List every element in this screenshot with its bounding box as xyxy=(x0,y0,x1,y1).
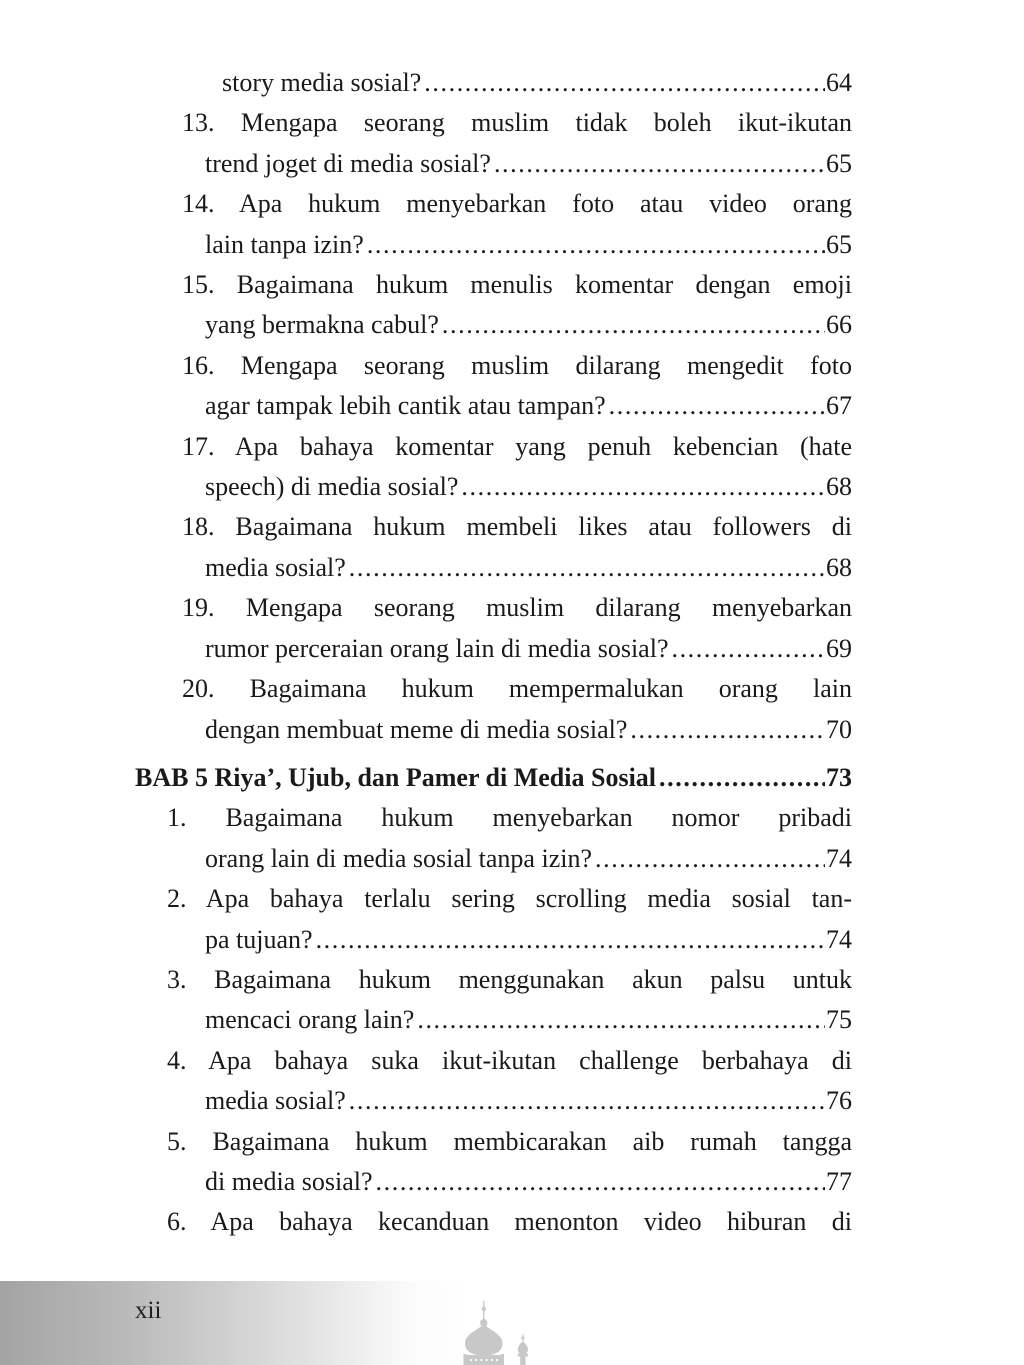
toc-entry-page: 68 xyxy=(826,552,852,582)
toc-entry xyxy=(135,1041,852,1122)
toc-entry-page: 69 xyxy=(826,633,852,663)
toc-entry xyxy=(135,427,852,508)
toc-entry-number: 15. xyxy=(182,270,215,300)
dot-leader xyxy=(349,548,825,588)
toc-entry-number: 4. xyxy=(167,1045,187,1075)
dot-leader xyxy=(367,225,825,265)
toc-entry-number: 5. xyxy=(167,1126,187,1156)
toc-entry xyxy=(135,669,852,750)
toc-entry-page: 65 xyxy=(826,229,852,259)
toc-chapter-line xyxy=(135,758,852,798)
toc-entry xyxy=(135,879,852,960)
toc-entry-page: 75 xyxy=(826,1005,852,1035)
toc-entry-number: 3. xyxy=(167,964,187,994)
toc-entry-page: 68 xyxy=(826,472,852,502)
toc-entry-last-line xyxy=(222,63,852,103)
toc-entry-last-line xyxy=(205,386,852,426)
toc-entry-line: 20. Bagaimana hukum mempermalukan orang lain xyxy=(182,674,852,704)
toc-entry xyxy=(135,103,852,184)
toc-entry-text: media sosial? xyxy=(205,552,346,582)
toc-entry xyxy=(135,1122,852,1203)
toc-entry-line: 18. Bagaimana hukum membeli likes atau followers di xyxy=(182,512,852,542)
toc-entry-number: 16. xyxy=(182,350,215,380)
toc-chapter-title: BAB 5 Riya’, Ujub, dan Pamer di Media Sosial xyxy=(135,762,657,792)
toc-entry-page: 74 xyxy=(826,924,852,954)
toc-entry-page: 73 xyxy=(826,762,852,792)
toc-entry-line: 4. Apa bahaya suka ikut-ikutan challenge berbahaya di xyxy=(167,1045,852,1075)
toc-entry xyxy=(135,265,852,346)
toc-entry-text: di media sosial? xyxy=(205,1166,373,1196)
toc-entry-line: 5. Bagaimana hukum membicarakan aib rumah tangga xyxy=(167,1126,852,1156)
toc-entry-line: 1. Bagaimana hukum menyebarkan nomor pribadi xyxy=(167,803,852,833)
toc-entry-last-line xyxy=(205,144,852,184)
toc-entry-last-line xyxy=(205,1081,852,1121)
dot-leader xyxy=(609,386,825,426)
toc-entry xyxy=(135,184,852,265)
toc-chapter-entry xyxy=(135,758,852,798)
toc-entry-page: 77 xyxy=(826,1166,852,1196)
toc-entry-text: dengan membuat meme di media sosial? xyxy=(205,714,628,744)
toc-entry-text: story media sosial? xyxy=(222,68,422,97)
toc-entry-last-line xyxy=(205,1162,852,1202)
toc-entry-text: trend joget di media sosial? xyxy=(205,148,491,178)
toc-entry-number: 20. xyxy=(182,674,215,704)
toc-entry xyxy=(135,346,852,427)
toc-entry-last-line xyxy=(205,920,852,960)
dot-leader xyxy=(461,467,825,507)
dot-leader xyxy=(316,920,825,960)
toc-entry-last-line xyxy=(205,305,852,345)
toc-entry-text: agar tampak lebih cantik atau tampan? xyxy=(205,391,606,421)
toc-entry xyxy=(135,63,852,103)
toc-entry-last-line xyxy=(205,548,852,588)
toc-entry-text: orang lain di media sosial tanpa izin? xyxy=(205,843,592,873)
toc-entry-number: 1. xyxy=(167,803,187,833)
toc-entry-text: pa tujuan? xyxy=(205,924,313,954)
mosque-silhouette-icon xyxy=(452,1296,538,1365)
toc-entry-text: speech) di media sosial? xyxy=(205,472,459,502)
toc-entry-text: lain tanpa izin? xyxy=(205,229,364,259)
toc-entry-text: mencaci orang lain? xyxy=(205,1005,415,1035)
toc-entry-page: 70 xyxy=(826,714,852,744)
toc-entry-number: 19. xyxy=(182,593,215,623)
mosque-shapes xyxy=(464,1301,529,1365)
toc-entry-text: yang bermakna cabul? xyxy=(205,310,439,340)
dot-leader xyxy=(659,758,825,798)
toc-entry-last-line xyxy=(205,1000,852,1040)
toc-entry-line: 16. Mengapa seorang muslim dilarang mengedit foto xyxy=(182,350,852,380)
toc-entry-line: 2. Apa bahaya terlalu sering scrolling media sosial tan- xyxy=(167,884,852,914)
toc-entry xyxy=(135,588,852,669)
toc-entry-line: 19. Mengapa seorang muslim dilarang menyebarkan xyxy=(182,593,852,623)
dot-leader xyxy=(349,1081,825,1121)
dot-leader xyxy=(671,629,825,669)
toc-entry-last-line xyxy=(205,839,852,879)
toc-entry xyxy=(135,798,852,879)
toc-entry-text: rumor perceraian orang lain di media sosial? xyxy=(205,633,669,663)
dot-leader xyxy=(595,839,825,879)
toc-entry-line: 3. Bagaimana hukum menggunakan akun palsu untuk xyxy=(167,964,852,994)
toc-entry-last-line xyxy=(205,710,852,750)
toc-entry-last-line xyxy=(205,629,852,669)
toc-entry-page: 67 xyxy=(826,391,852,421)
toc-entry xyxy=(135,1202,852,1242)
toc-entry xyxy=(135,960,852,1041)
toc-entry-number: 18. xyxy=(182,512,215,542)
toc-entry-number: 17. xyxy=(182,431,215,461)
toc-entry-text: media sosial? xyxy=(205,1086,346,1116)
table-of-contents xyxy=(135,63,852,1243)
toc-entry-page: 64 xyxy=(826,68,852,97)
toc-entry-number: 13. xyxy=(182,108,215,138)
toc-entry-line: 13. Mengapa seorang muslim tidak boleh ikut-ikutan xyxy=(182,108,852,138)
toc-entry-line: 17. Apa bahaya komentar yang penuh kebencian (hate xyxy=(182,431,852,461)
toc-entry-last-line xyxy=(205,225,852,265)
toc-entry-page: 65 xyxy=(826,148,852,178)
toc-entry-number: 6. xyxy=(167,1207,187,1237)
dot-leader xyxy=(424,63,825,103)
toc-entry-page: 66 xyxy=(826,310,852,340)
dot-leader xyxy=(376,1162,825,1202)
dot-leader xyxy=(442,305,825,345)
dot-leader xyxy=(417,1000,825,1040)
toc-entry-number: 14. xyxy=(182,189,215,219)
toc-entry-number: 2. xyxy=(167,884,187,914)
page-number: xii xyxy=(135,1297,162,1324)
toc-entry-line: 15. Bagaimana hukum menulis komentar dengan emoji xyxy=(182,270,852,300)
toc-entry-page: 74 xyxy=(826,843,852,873)
toc-entry-page: 76 xyxy=(826,1086,852,1116)
toc-entry xyxy=(135,507,852,588)
toc-entry-line: 6. Apa bahaya kecanduan menonton video hiburan di xyxy=(167,1207,852,1237)
toc-entry-line: 14. Apa hukum menyebarkan foto atau video orang xyxy=(182,189,852,219)
toc-entry-last-line xyxy=(205,467,852,507)
dot-leader xyxy=(494,144,825,184)
dot-leader xyxy=(630,710,825,750)
